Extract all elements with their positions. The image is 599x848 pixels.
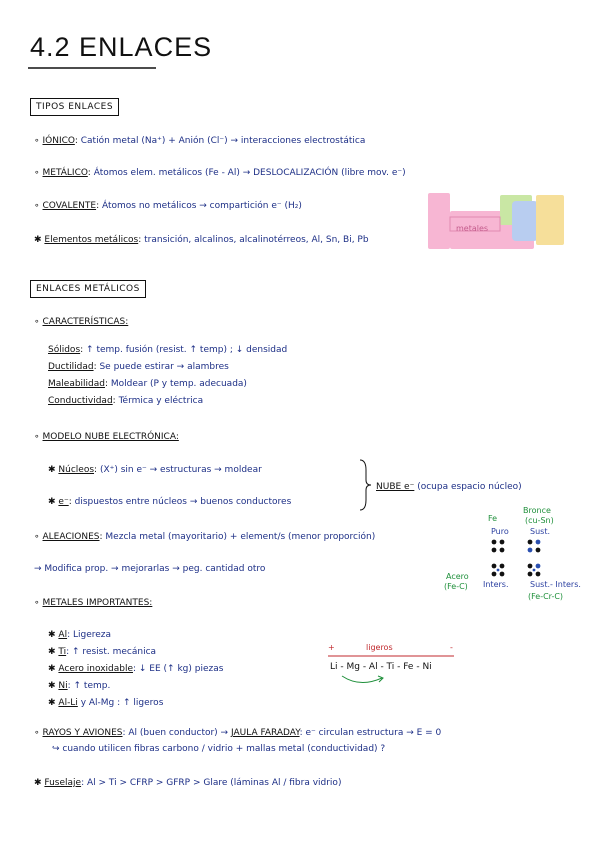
list-item-elementos-metalicos: ✱ Elementos metálicos: transición, alcalinos, alcalinotérreos, Al, Sn, Bi, Pb — [34, 235, 369, 245]
metal-item-al: ✱ Al: Ligereza — [48, 630, 112, 640]
rayos-line2: ↪ cuando utilicen fibras carbono / vidrio + mallas metal (conductividad) ? — [52, 744, 386, 754]
nube-label: NUBE e⁻ (ocupa espacio núcleo) — [376, 482, 522, 492]
rayos-line: ∘ RAYOS Y AVIONES: Al (buen conductor) → JAULA FARADAY: e⁻ circulan estructura → E = 0 — [34, 728, 442, 738]
list-item-ionico: ∘ IÓNICO: Catión metal (Na⁺) + Anión (Cl⁻) → interacciones electrostática — [34, 136, 366, 146]
label-bronce-sub: (cu-Sn) — [525, 516, 554, 525]
list-item-covalente: ∘ COVALENTE: Átomos no metálicos → compartición e⁻ (H₂) — [34, 201, 302, 211]
char-item-maleabilidad: Maleabilidad: Moldear (P y temp. adecuada) — [48, 379, 247, 389]
metal-item-ti: ✱ Ti: ↑ resist. mecánica — [48, 647, 157, 657]
lattice-dots — [488, 538, 548, 578]
metal-item-ni: ✱ Ni: ↑ temp. — [48, 681, 111, 691]
brace — [358, 458, 372, 512]
label-bronce: Bronce — [523, 506, 551, 515]
label-sust-inters-sub: (Fe-Cr-C) — [528, 592, 564, 601]
caracteristicas-heading: ∘ CARACTERÍSTICAS: — [34, 317, 129, 327]
metales-heading: ∘ METALES IMPORTANTES: — [34, 598, 153, 608]
char-item-conductividad: Conductividad: Térmica y eléctrica — [48, 396, 204, 406]
list-item-metalico: ∘ METÁLICO: Átomos elem. metálicos (Fe - Al) → DESLOCALIZACIÓN (libre mov. e⁻) — [34, 168, 406, 178]
periodic-table-label: metales — [456, 224, 489, 233]
scale-plus: + — [328, 643, 335, 652]
char-item-solidos: Sólidos: ↑ temp. fusión (resist. ↑ temp) ; ↓ densidad — [48, 345, 288, 355]
label-acero: Acero — [446, 572, 469, 581]
modelo-heading: ∘ MODELO NUBE ELECTRÓNICA: — [34, 432, 179, 442]
modelo-electrones: ✱ e⁻: dispuestos entre núcleos → buenos conductores — [48, 497, 292, 507]
fuselaje-line: ✱ Fuselaje: Al > Ti > CFRP > GFRP > Glare (láminas Al / fibra vidrio) — [34, 778, 342, 788]
label-fe: Fe — [488, 514, 498, 523]
label-sust: Sust. — [530, 527, 550, 536]
metal-item-aleaciones-ligeras: ✱ Al-Li y Al-Mg : ↑ ligeros — [48, 698, 164, 708]
page-title: 4.2 ENLACES — [30, 32, 213, 62]
char-item-ductilidad: Ductilidad: Se puede estirar → alambres — [48, 362, 229, 372]
aleaciones-line: ∘ ALEACIONES: Mezcla metal (mayoritario) + element/s (menor proporción) — [34, 532, 376, 542]
label-sust-inters: Sust.- Inters. — [530, 580, 581, 589]
scale-arrow — [326, 653, 458, 659]
label-acero-sub: (Fe-C) — [444, 582, 468, 591]
scale-minus: - — [450, 643, 453, 652]
scale-metals: Li - Mg - Al - Ti - Fe - Ni — [330, 662, 432, 672]
title-underline — [28, 66, 158, 70]
metal-item-acero: ✱ Acero inoxidable: ↓ EE (↑ kg) piezas — [48, 664, 224, 674]
scale-curve-arrow — [338, 672, 388, 688]
label-puro: Puro — [491, 527, 509, 536]
label-inters: Inters. — [483, 580, 509, 589]
periodic-table-sketch — [428, 193, 568, 253]
modelo-nucleos: ✱ Núcleos: (X⁺) sin e⁻ → estructuras → moldear — [48, 465, 262, 475]
section-enlaces-metalicos: ENLACES METÁLICOS — [30, 280, 146, 298]
aleaciones-line2: → Modifica prop. → mejorarlas → peg. cantidad otro — [34, 564, 266, 574]
scale-label: ligeros — [366, 643, 393, 652]
section-tipos-enlaces: TIPOS ENLACES — [30, 98, 119, 116]
